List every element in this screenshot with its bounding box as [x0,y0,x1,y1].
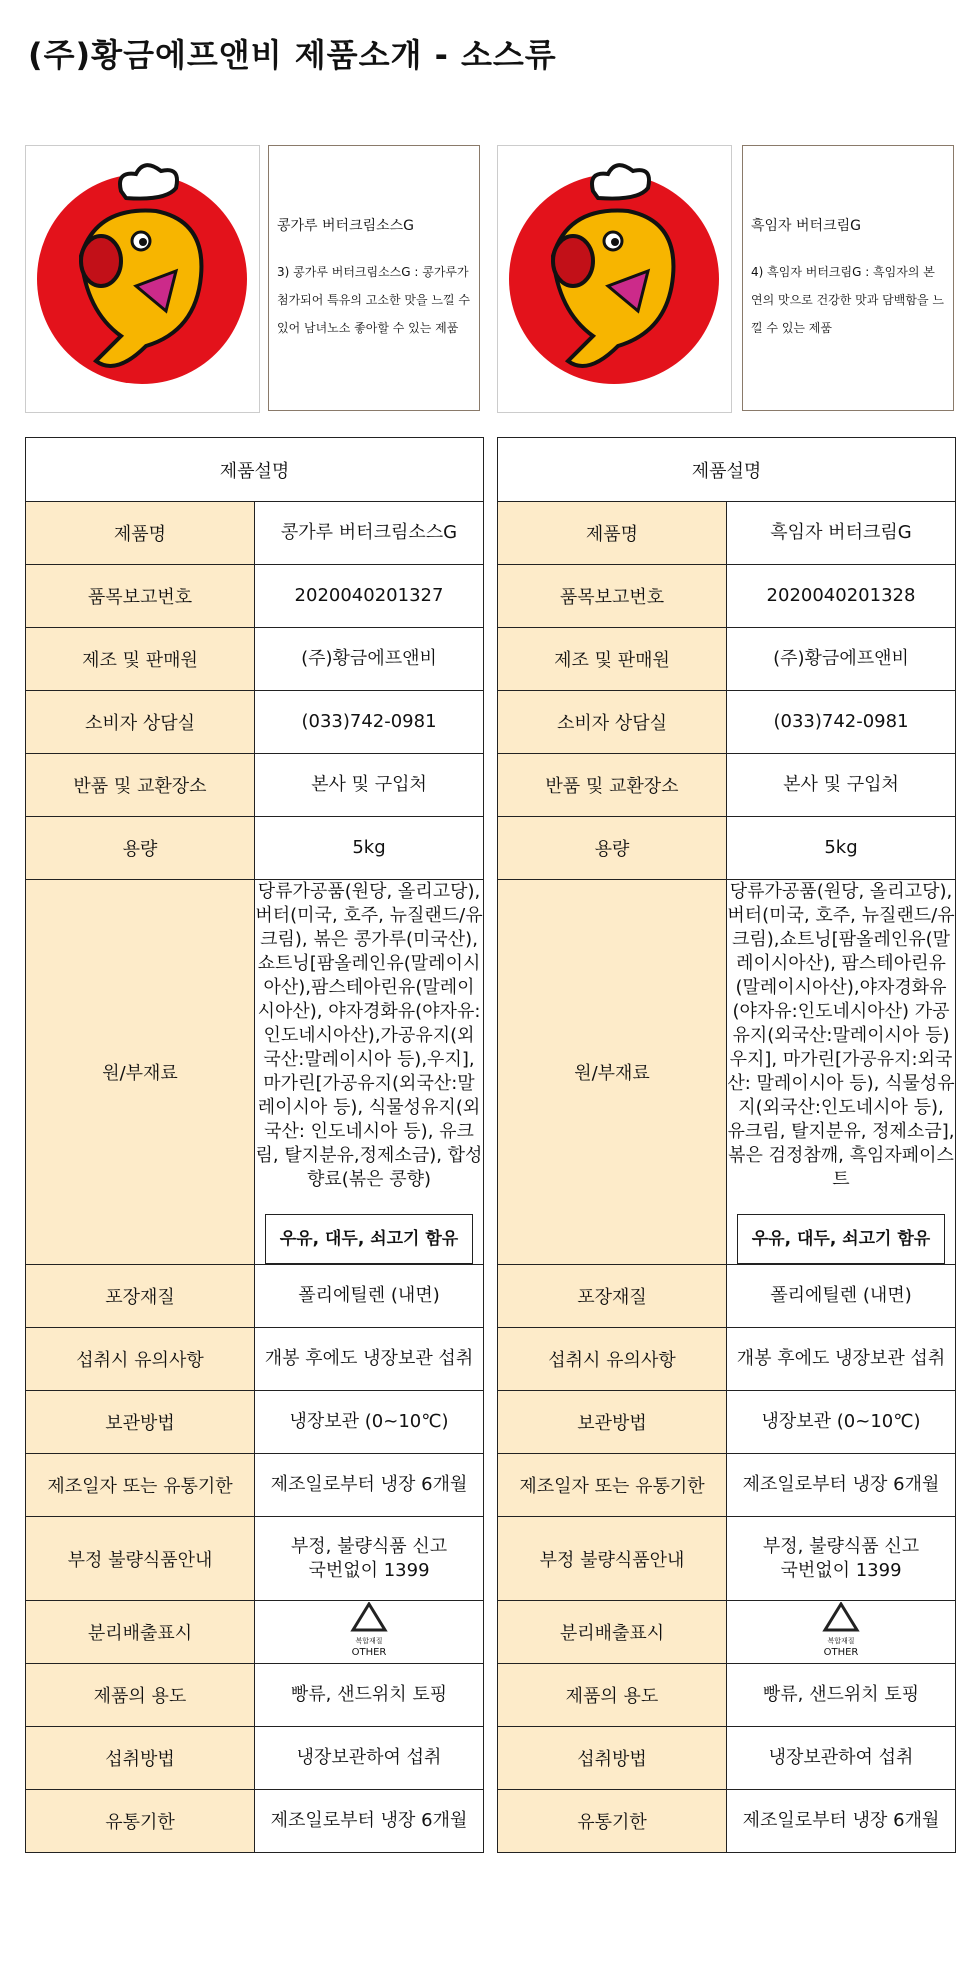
spec-table-1 [25,437,484,1853]
table-header: 제품설명 [26,438,484,502]
table-header: 제품설명 [498,438,956,502]
product-logo [25,145,260,413]
value-capacity: 5kg [727,817,956,880]
value-capacity: 5kg [255,817,484,880]
recycle-top-text: 복합재질 [355,1637,383,1645]
value-product-name: 콩가루 버터크림소스G [255,502,484,565]
label-bad-food: 부정 불량식품안내 [26,1517,255,1601]
product-name: 흑임자 버터크림G [751,218,861,234]
label-recycle: 분리배출표시 [26,1601,255,1664]
value-ingredients: 당류가공품(원당, 올리고당), 버터(미국, 호주, 뉴질랜드/유크림),쇼트닝[팜올레인유(말레이시아산), 팜스테아린유(말레이시아산),야자경화유(야자유:인도네시아산) 가공유지(외국산:말레이시아 등) 우지], 마가린[가공유지:외국산: 말레이시아 등), 식물성유지(외국산:인도네시아 등), 유크림, 탈지분유, 정제소금], 볶은 검정참깨, 흑임자페이스트 [727,881,955,1190]
label-intake: 섭취방법 [26,1727,255,1790]
value-shelf-life: 제조일로부터 냉장 6개월 [255,1790,484,1853]
label-caution: 섭취시 유의사항 [26,1328,255,1391]
recycle-bottom-text: OTHER [823,1647,859,1658]
label-ingredients: 원/부재료 [26,880,255,1265]
label-storage: 보관방법 [498,1391,727,1454]
value-usage: 빵류, 샌드위치 토핑 [255,1664,484,1727]
recycle-bottom-text: OTHER [351,1647,387,1658]
value-packaging: 폴리에틸렌 (내면) [255,1265,484,1328]
value-consumer-center: (033)742-0981 [727,691,956,754]
label-product-name: 제품명 [26,502,255,565]
allergy-box: 우유, 대두, 쇠고기 함유 [737,1214,945,1264]
label-usage: 제품의 용도 [498,1664,727,1727]
label-shelf-life: 유통기한 [498,1790,727,1853]
value-bad-food: 부정, 불량식품 신고 국번없이 1399 [255,1517,484,1601]
value-intake: 냉장보관하여 섭취 [727,1727,956,1790]
value-expiry: 제조일로부터 냉장 6개월 [255,1454,484,1517]
value-ingredients-cell [255,880,484,1265]
label-recycle: 분리배출표시 [498,1601,727,1664]
label-packaging: 포장재질 [26,1265,255,1328]
mascot-logo-icon [26,146,259,412]
label-manufacturer: 제조 및 판매원 [26,628,255,691]
label-consumer-center: 소비자 상담실 [498,691,727,754]
label-ingredients: 원/부재료 [498,880,727,1265]
label-usage: 제품의 용도 [26,1664,255,1727]
value-report-no: 2020040201327 [255,565,484,628]
product-description [742,145,954,411]
value-consumer-center: (033)742-0981 [255,691,484,754]
product-description [268,145,480,411]
value-product-name: 흑임자 버터크림G [727,502,956,565]
value-shelf-life: 제조일로부터 냉장 6개월 [727,1790,956,1853]
label-bad-food: 부정 불량식품안내 [498,1517,727,1601]
value-intake: 냉장보관하여 섭취 [255,1727,484,1790]
label-packaging: 포장재질 [498,1265,727,1328]
label-report-no: 품목보고번호 [26,565,255,628]
label-consumer-center: 소비자 상담실 [26,691,255,754]
label-report-no: 품목보고번호 [498,565,727,628]
value-return-place: 본사 및 구입처 [255,754,484,817]
value-manufacturer: (주)황금에프앤비 [255,628,484,691]
value-manufacturer: (주)황금에프앤비 [727,628,956,691]
recycle-top-text: 복합재질 [827,1637,855,1645]
value-recycle [255,1601,484,1664]
label-intake: 섭취방법 [498,1727,727,1790]
allergy-box: 우유, 대두, 쇠고기 함유 [265,1214,473,1264]
label-expiry: 제조일자 또는 유통기한 [26,1454,255,1517]
value-caution: 개봉 후에도 냉장보관 섭취 [255,1328,484,1391]
mascot-logo-icon [498,146,731,412]
value-report-no: 2020040201328 [727,565,956,628]
label-capacity: 용량 [498,817,727,880]
label-capacity: 용량 [26,817,255,880]
label-return-place: 반품 및 교환장소 [26,754,255,817]
value-ingredients: 당류가공품(원당, 올리고당), 버터(미국, 호주, 뉴질랜드/유크림), 볶은 콩가루(미국산), 쇼트닝[팜올레인유(말레이시아산),팜스테아린유(말레이시아산), 야자경화유(야자유:인도네시아산),가공유지(외국산:말레이시아 등),우지],마가린[가공유지(외국산:말레이시아 등), 식물성유지(외국산: 인도네시아 등), 유크림, 탈지분유,정제소금), 합성향료(볶은 콩향) [255,881,483,1190]
recycle-icon [821,1602,861,1658]
product-description-text: 4) 흑임자 버터크림G : 흑임자의 본연의 맛으로 건강한 맛과 담백함을 느낄 수 있는 제품 [751,265,944,335]
label-product-name: 제품명 [498,502,727,565]
value-storage: 냉장보관 (0~10℃) [255,1391,484,1454]
value-ingredients-cell [727,880,956,1265]
product-name: 콩가루 버터크림소스G [277,218,415,234]
page-title: (주)황금에프앤비 제품소개 - 소스류 [28,36,557,74]
product-description-text: 3) 콩가루 버터크림소스G : 콩가루가 첨가되어 특유의 고소한 맛을 느낄 수 있어 남녀노소 좋아할 수 있는 제품 [277,265,470,335]
label-expiry: 제조일자 또는 유통기한 [498,1454,727,1517]
value-recycle [727,1601,956,1664]
value-caution: 개봉 후에도 냉장보관 섭취 [727,1328,956,1391]
label-storage: 보관방법 [26,1391,255,1454]
value-usage: 빵류, 샌드위치 토핑 [727,1664,956,1727]
value-storage: 냉장보관 (0~10℃) [727,1391,956,1454]
label-return-place: 반품 및 교환장소 [498,754,727,817]
value-expiry: 제조일로부터 냉장 6개월 [727,1454,956,1517]
label-shelf-life: 유통기한 [26,1790,255,1853]
spec-table-2 [497,437,956,1853]
value-return-place: 본사 및 구입처 [727,754,956,817]
product-logo [497,145,732,413]
value-packaging: 폴리에틸렌 (내면) [727,1265,956,1328]
label-caution: 섭취시 유의사항 [498,1328,727,1391]
label-manufacturer: 제조 및 판매원 [498,628,727,691]
value-bad-food: 부정, 불량식품 신고 국번없이 1399 [727,1517,956,1601]
recycle-icon [349,1602,389,1658]
